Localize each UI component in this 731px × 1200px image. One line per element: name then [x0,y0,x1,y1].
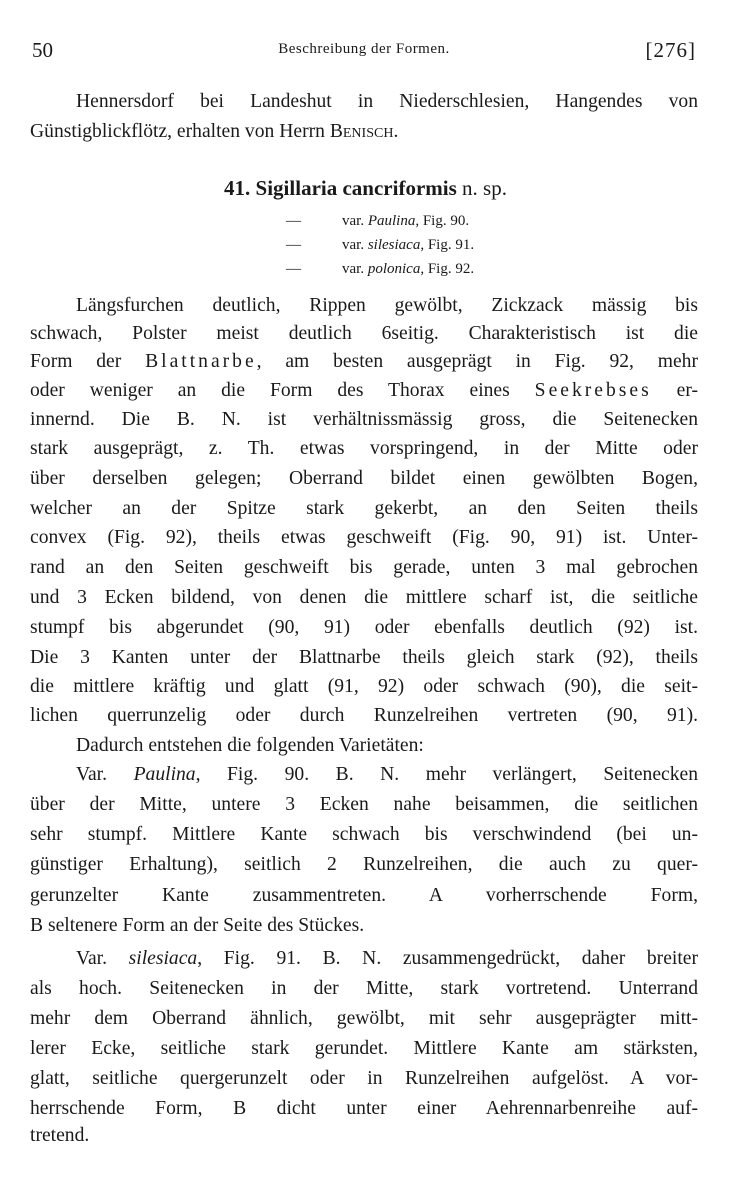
body-line: als hoch. Seitenecken in der Mitte, stark vortretend. Unterrand [30,978,698,999]
species-name: Sigillaria cancriformis [255,176,457,200]
body-line: und 3 Ecken bildend, von denen die mittlere scharf ist, die seitliche [30,587,698,608]
variety-line: — var. polonica, Fig. 92. [286,261,475,277]
collector-name: Benisch [329,121,394,142]
body-line: herrschende Form, B dicht unter einer Aehrennarbenreihe auf- [30,1098,698,1119]
body-line: stark ausgeprägt, z. Th. etwas vorspringend, in der Mitte oder [30,438,698,459]
variety-line: — var. Paulina, Fig. 90. [286,213,470,229]
species-number: 41. [224,176,251,200]
body-line: gerunzelter Kante zusammentreten. A vorherrschende Form, [30,885,698,906]
body-line: mehr dem Oberrand ähnlich, gewölbt, mit sehr ausgeprägter mitt- [30,1008,698,1029]
body-line: convex (Fig. 92), theils etwas geschweift (Fig. 90, 91) ist. Unter- [30,527,698,548]
body-line: Var. silesiaca, Fig. 91. B. N. zusammengedrückt, daher breiter [76,948,698,969]
species-suffix: n. sp. [462,176,507,200]
body-line: glatt, seitliche quergerunzelt oder in Runzelreihen aufgelöst. A vor- [30,1068,698,1089]
body-line: B seltenere Form an der Seite des Stückes. [30,915,365,936]
page-header [32,38,696,68]
running-title: Beschreibung der Formen. [278,41,450,57]
body-line: Form der Blattnarbe, am besten ausgeprägt in Fig. 92, mehr [30,351,698,372]
page-number: 50 [32,38,53,62]
species-heading [0,178,731,199]
body-line: Längsfurchen deutlich, Rippen gewölbt, Zickzack mässig bis [76,295,698,316]
body-line: tretend. [30,1125,90,1146]
body-line: innernd. Die B. N. ist verhältnissmässig gross, die Seitenecken [30,409,698,430]
body-line: Die 3 Kanten unter der Blattnarbe theils gleich stark (92), theils [30,647,698,668]
intro-line-1: Hennersdorf bei Landeshut in Niederschlesien, Hangendes von [76,91,698,112]
body-line: Var. Paulina, Fig. 90. B. N. mehr verlängert, Seitenecken [76,764,699,785]
body-line: welcher an der Spitze stark gekerbt, an den Seiten theils [30,498,698,519]
body-line: lichen querrunzelig oder durch Runzelreihen vertreten (90, 91). [30,705,698,726]
body-line: die mittlere kräftig und glatt (91, 92) oder schwach (90), die seit- [30,676,698,697]
body-line: sehr stumpf. Mittlere Kante schwach bis verschwindend (bei un- [30,824,698,845]
body-line: oder weniger an die Form des Thorax eines Seekrebses er- [30,380,698,401]
body-line: stumpf bis abgerundet (90, 91) oder ebenfalls deutlich (92) ist. [30,617,698,638]
body-line: lerer Ecke, seitliche stark gerundet. Mittlere Kante am stärksten, [30,1038,698,1059]
intro-line-2: Günstigblickflötz, erhalten von Herrn Benisch. [30,121,399,142]
bracket-page-number: [276] [645,38,696,62]
body-line: schwach, Polster meist deutlich 6seitig. Charakteristisch ist die [30,323,698,344]
body-line: Dadurch entstehen die folgenden Varietäten: [76,735,424,756]
variety-line: — var. silesiaca, Fig. 91. [286,237,475,253]
body-line: über derselben gelegen; Oberrand bildet einen gewölbten Bogen, [30,468,698,489]
body-line: günstiger Erhaltung), seitlich 2 Runzelreihen, die auch zu quer- [30,854,698,875]
body-line: rand an den Seiten geschweift bis gerade, unten 3 mal gebrochen [30,557,698,578]
body-line: über der Mitte, untere 3 Ecken nahe beisammen, die seitlichen [30,794,698,815]
